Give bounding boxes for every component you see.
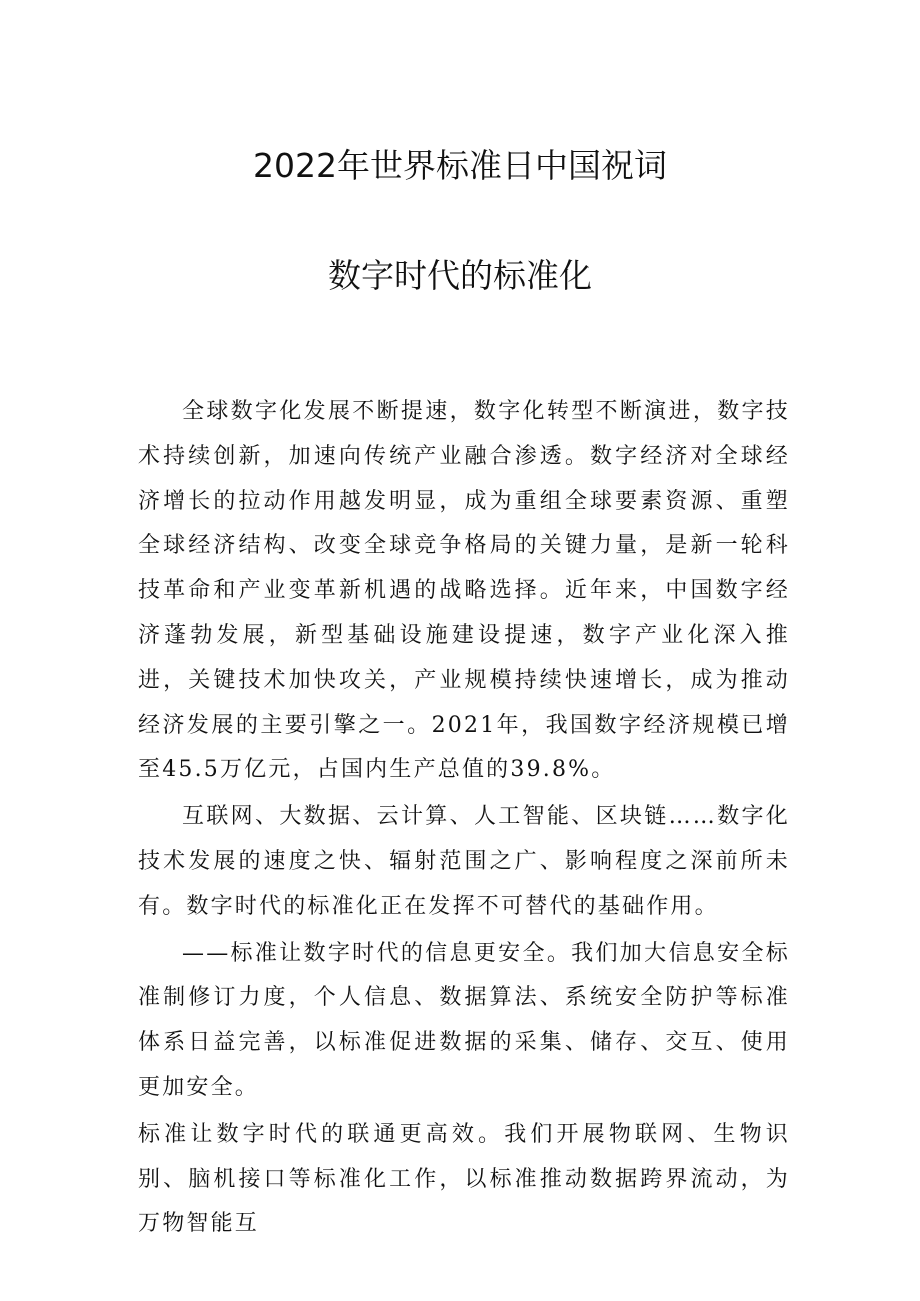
document-body	[138, 390, 790, 1247]
paragraph-digital-technology: 互联网、大数据、云计算、人工智能、区块链……数字化技术发展的速度之快、辐射范围之广、影响程度之深前所未有。数字时代的标准化正在发挥不可替代的基础作用。	[138, 804, 790, 919]
paragraph-information-security: ——标准让数字时代的信息更安全。我们加大信息安全标准制修订力度，个人信息、数据算法、系统安全防护等标准体系日益完善，以标准促进数据的采集、储存、交互、使用更加安全。	[138, 940, 790, 1100]
paragraph-connectivity: 标准让数字时代的联通更高效。我们开展物联网、生物识别、脑机接口等标准化工作，以标准推动数据跨界流动，为万物智能互	[138, 1121, 790, 1237]
paragraph-digital-economy: 全球数字化发展不断提速，数字化转型不断演进，数字技术持续创新，加速向传统产业融合渗透。数字经济对全球经济增长的拉动作用越发明显，成为重组全球要素资源、重塑全球经济结构、改变全球竞争格局的关键力量，是新一轮科技革命和产业变革新机遇的战略选择。近年来，中国数字经济蓬勃发展，新型基础设施建设提速，数字产业化深入推进，关键技术加快攻关，产业规模持续快速增长，成为推动经济发展的主要引擎之一。2021年，我国数字经济规模已增至45.5万亿元，占国内生产总值的39.8%。	[138, 399, 790, 783]
document-subtitle: 数字时代的标准化	[328, 256, 592, 295]
document-title: 2022年世界标准日中国祝词	[253, 146, 667, 185]
